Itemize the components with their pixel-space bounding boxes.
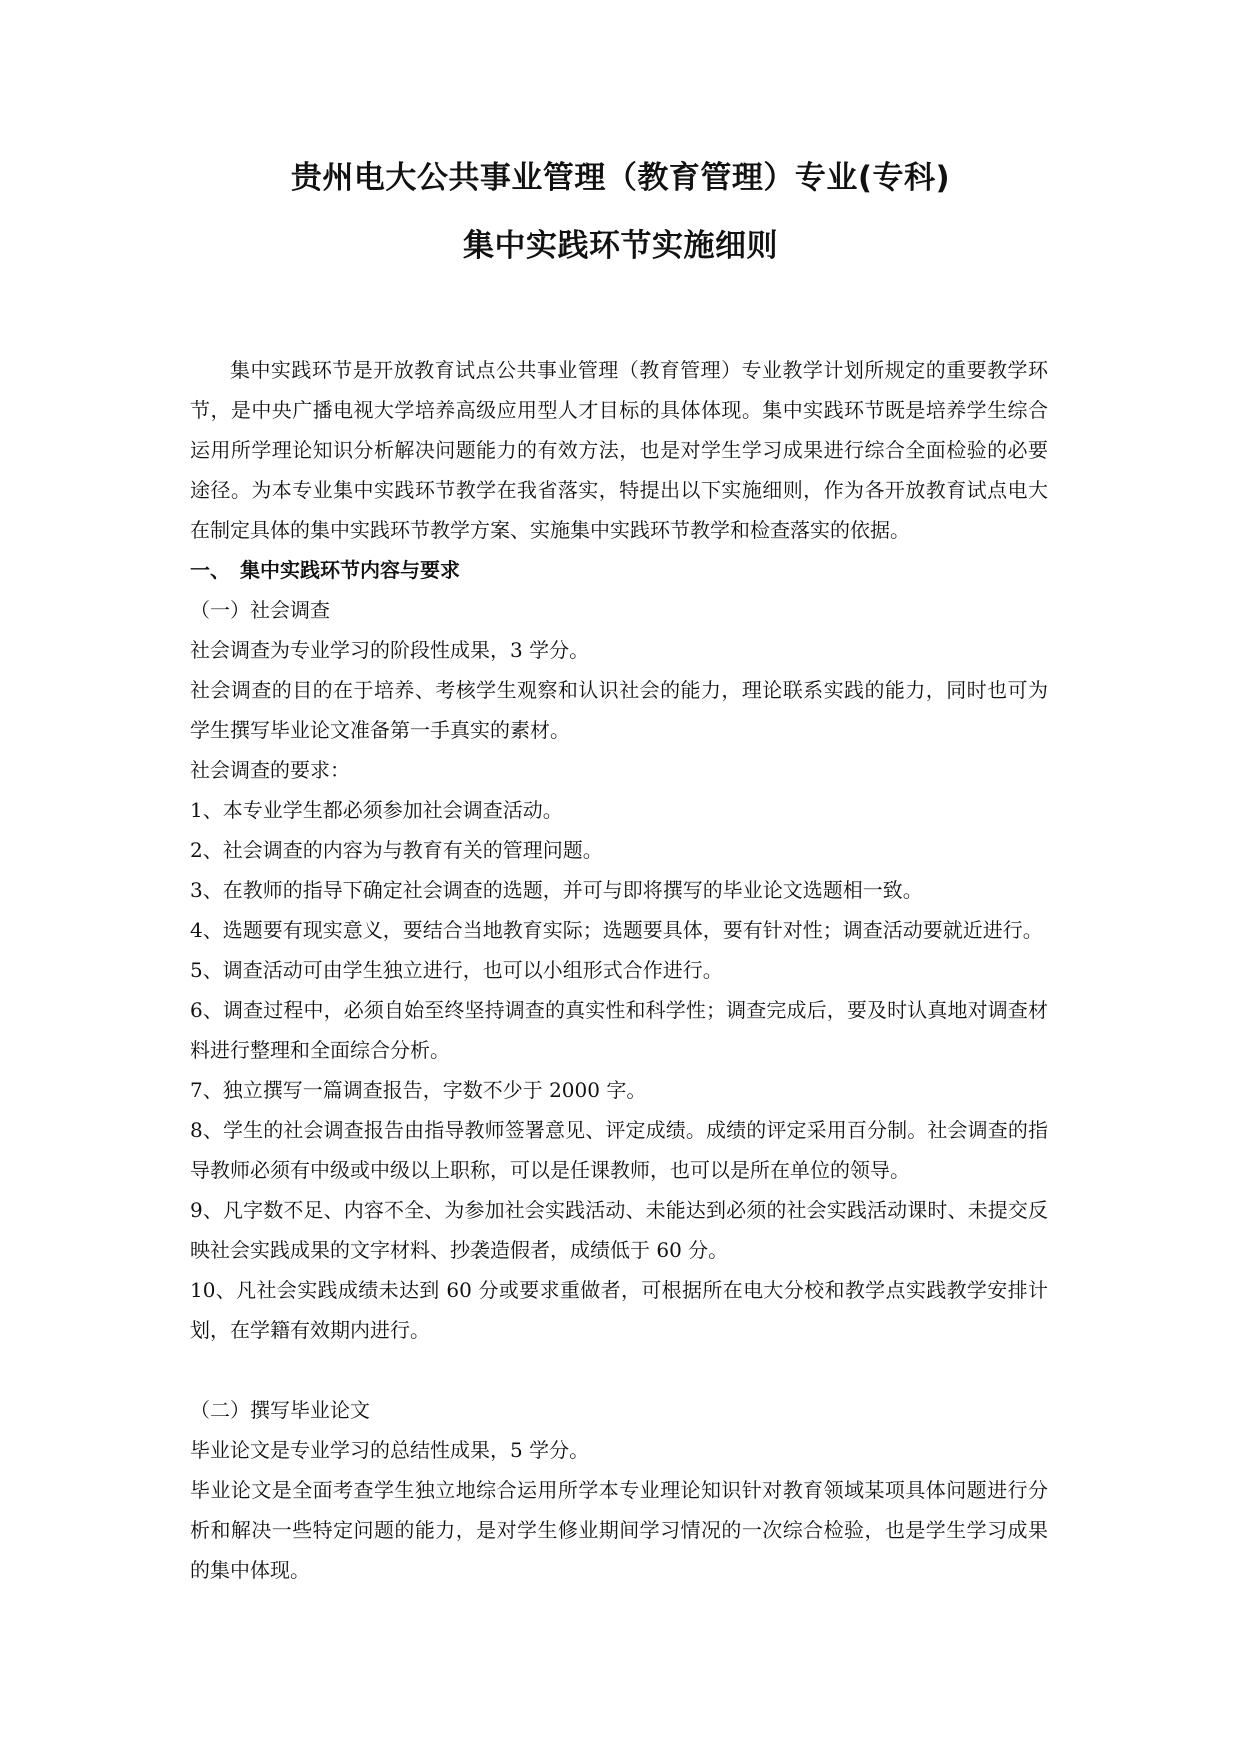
requirement-item: 8、学生的社会调查报告由指导教师签署意见、评定成绩。成绩的评定采用百分制。社会调查的指导教师必须有中级或中级以上职称，可以是任课教师，也可以是所在单位的领导。	[190, 1118, 1048, 1182]
thesis-purpose: 毕业论文是全面考查学生独立地综合运用所学本专业理论知识针对教育领域某项具体问题进行分析和解决一些特定问题的能力，是对学生修业期间学习情况的一次综合检验，也是学生学习成果的集中体现。	[190, 1478, 1048, 1582]
section-title: 集中实践环节内容与要求	[240, 558, 460, 582]
requirement-item: 1、本专业学生都必须参加社会调查活动。	[190, 798, 563, 822]
document-body	[190, 350, 1048, 1590]
social-survey-purpose: 社会调查的目的在于培养、考核学生观察和认识社会的能力，理论联系实践的能力，同时也可为学生撰写毕业论文准备第一手真实的素材。	[190, 678, 1048, 742]
requirement-item: 7、独立撰写一篇调查报告，字数不少于 2000 字。	[190, 1078, 647, 1102]
requirement-item: 9、凡字数不足、内容不全、为参加社会实践活动、未能达到必须的社会实践活动课时、未提交反映社会实践成果的文字材料、抄袭造假者，成绩低于 60 分。	[190, 1198, 1048, 1262]
document-title-line1: 贵州电大公共事业管理（教育管理）专业(专科)	[290, 160, 951, 196]
subsection-heading-thesis: （二）撰写毕业论文	[190, 1398, 370, 1422]
document-title-line2: 集中实践环节实施细则	[463, 228, 778, 264]
section-heading-1	[190, 550, 1048, 590]
section-number: 一、	[190, 558, 230, 582]
title-block	[0, 158, 1241, 266]
intro-paragraph: 集中实践环节是开放教育试点公共事业管理（教育管理）专业教学计划所规定的重要教学环节，是中央广播电视大学培养高级应用型人才目标的具体体现。集中实践环节既是培养学生综合运用所学理论知识分析解决问题能力的有效方法，也是对学生学习成果进行综合全面检验的必要途径。为本专业集中实践环节教学在我省落实，特提出以下实施细则，作为各开放教育试点电大在制定具体的集中实践环节教学方案、实施集中实践环节教学和检查落实的依据。	[190, 358, 1048, 542]
social-survey-credit: 社会调查为专业学习的阶段性成果，3 学分。	[190, 638, 590, 662]
thesis-credit: 毕业论文是专业学习的总结性成果，5 学分。	[190, 1438, 590, 1462]
subsection-heading-social-survey: （一）社会调查	[190, 598, 330, 622]
requirement-item: 6、调查过程中，必须自始至终坚持调查的真实性和科学性；调查完成后，要及时认真地对调查材料进行整理和全面综合分析。	[190, 998, 1048, 1062]
blank-line	[190, 1350, 1048, 1390]
requirement-item: 10、凡社会实践成绩未达到 60 分或要求重做者，可根据所在电大分校和教学点实践教学安排计划，在学籍有效期内进行。	[190, 1278, 1048, 1342]
requirement-item: 2、社会调查的内容为与教育有关的管理问题。	[190, 838, 603, 862]
requirement-item: 5、调查活动可由学生独立进行，也可以小组形式合作进行。	[190, 958, 723, 982]
social-survey-requirements-label: 社会调查的要求：	[190, 758, 350, 782]
requirement-item: 3、在教师的指导下确定社会调查的选题，并可与即将撰写的毕业论文选题相一致。	[190, 878, 923, 902]
requirement-item: 4、选题要有现实意义，要结合当地教育实际；选题要具体，要有针对性；调查活动要就近进行。	[190, 918, 1043, 942]
